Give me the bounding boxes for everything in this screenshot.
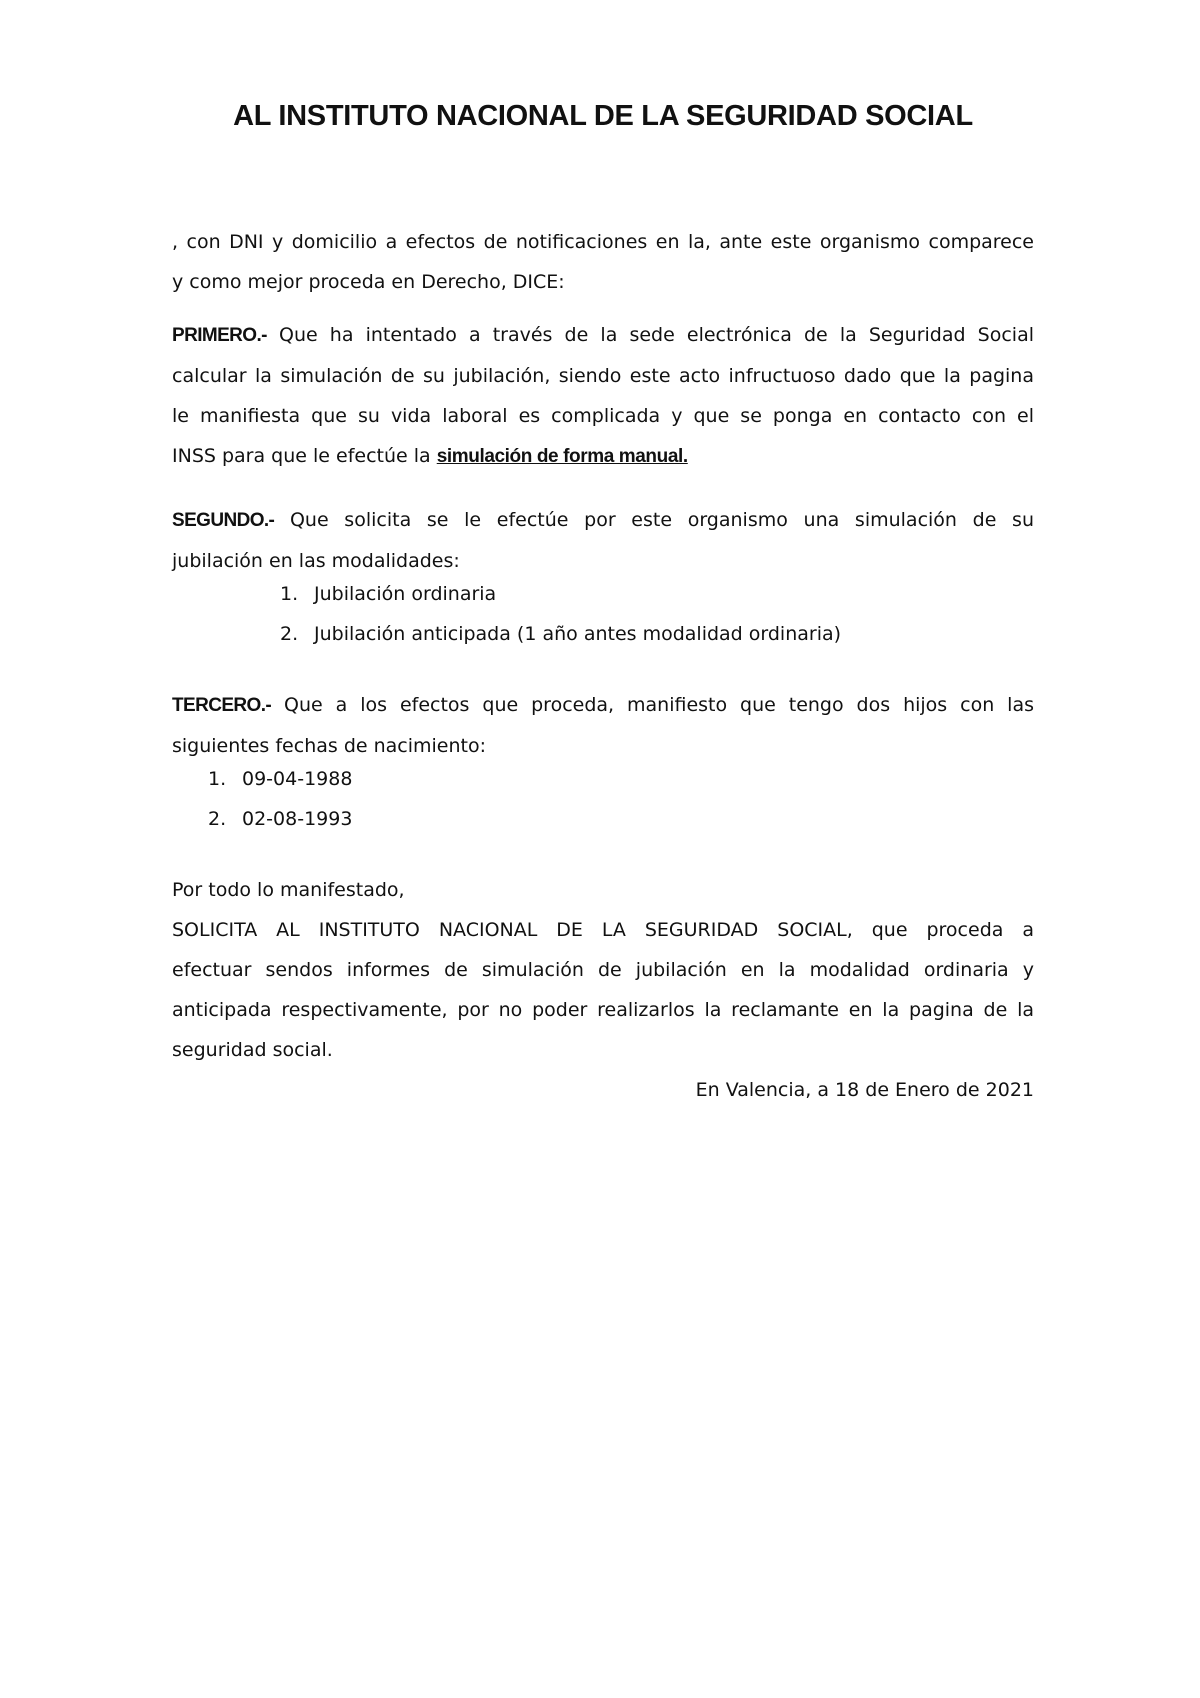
tercero-lead: TERCERO.- [172,695,272,716]
primero-line-4 [172,436,1034,477]
intro-line-1: , con DNI y domicilio a efectos de notificaciones en la, ante este organismo comparece [172,231,1034,253]
list-item-text: Jubilación ordinaria [314,583,497,605]
segundo-paragraph [172,500,1034,581]
list-item [208,759,352,799]
segundo-list [280,574,841,654]
document-title: AL INSTITUTO NACIONAL DE LA SEGURIDAD SOCIAL [233,100,973,132]
list-item [280,574,841,614]
primero-paragraph [172,315,1034,477]
list-item-text: Jubilación anticipada (1 año antes modalidad ordinaria) [314,623,842,645]
list-item-number: 1. [280,583,299,605]
tercero-line-2: siguientes fechas de nacimiento: [172,735,487,757]
primero-line-2: calcular la simulación de su jubilación, siendo este acto infructuoso dado que la pagina [172,365,1034,387]
tercero-line-1-text: Que a los efectos que proceda, manifiesto que tengo dos hijos con las [271,694,1034,716]
tercero-paragraph [172,685,1034,766]
intro-line-2: y como mejor proceda en Derecho, DICE: [172,271,565,293]
place-date-line: En Valencia, a 18 de Enero de 2021 [695,1079,1034,1101]
segundo-line-1-text: Que solicita se le efectúe por este organismo una simulación de su [274,509,1034,531]
conclusion-line-3: efectuar sendos informes de simulación de jubilación en la modalidad ordinaria y [172,959,1034,981]
primero-emphasis: simulación de forma manual. [436,446,688,467]
list-item [280,614,841,654]
primero-line-3: le manifiesta que su vida laboral es complicada y que se ponga en contacto con el [172,405,1034,427]
conclusion-line-4: anticipada respectivamente, por no poder realizarlos la reclamante en la pagina de la [172,999,1034,1021]
primero-line-1 [172,315,1034,356]
intro-paragraph [172,222,1034,302]
primero-line-1-text: Que ha intentado a través de la sede electrónica de la Seguridad Social [266,324,1034,346]
list-item [208,799,352,839]
document-page [172,0,1034,1698]
primero-line-4-text: INSS para que le efectúe la [172,445,437,467]
list-item-number: 1. [208,768,227,790]
conclusion-paragraph [172,870,1034,1070]
primero-lead: PRIMERO.- [172,325,267,346]
list-item-number: 2. [280,623,299,645]
list-item-text: 02-08-1993 [242,808,353,830]
list-item-number: 2. [208,808,227,830]
segundo-line-1 [172,500,1034,541]
tercero-list [208,759,352,839]
conclusion-line-5: seguridad social. [172,1039,333,1061]
segundo-line-2: jubilación en las modalidades: [172,550,460,572]
list-item-text: 09-04-1988 [242,768,353,790]
segundo-lead: SEGUNDO.- [172,510,275,531]
tercero-line-1 [172,685,1034,726]
conclusion-line-1: Por todo lo manifestado, [172,879,405,901]
conclusion-line-2: SOLICITA AL INSTITUTO NACIONAL DE LA SEGURIDAD SOCIAL, que proceda a [172,919,1034,941]
